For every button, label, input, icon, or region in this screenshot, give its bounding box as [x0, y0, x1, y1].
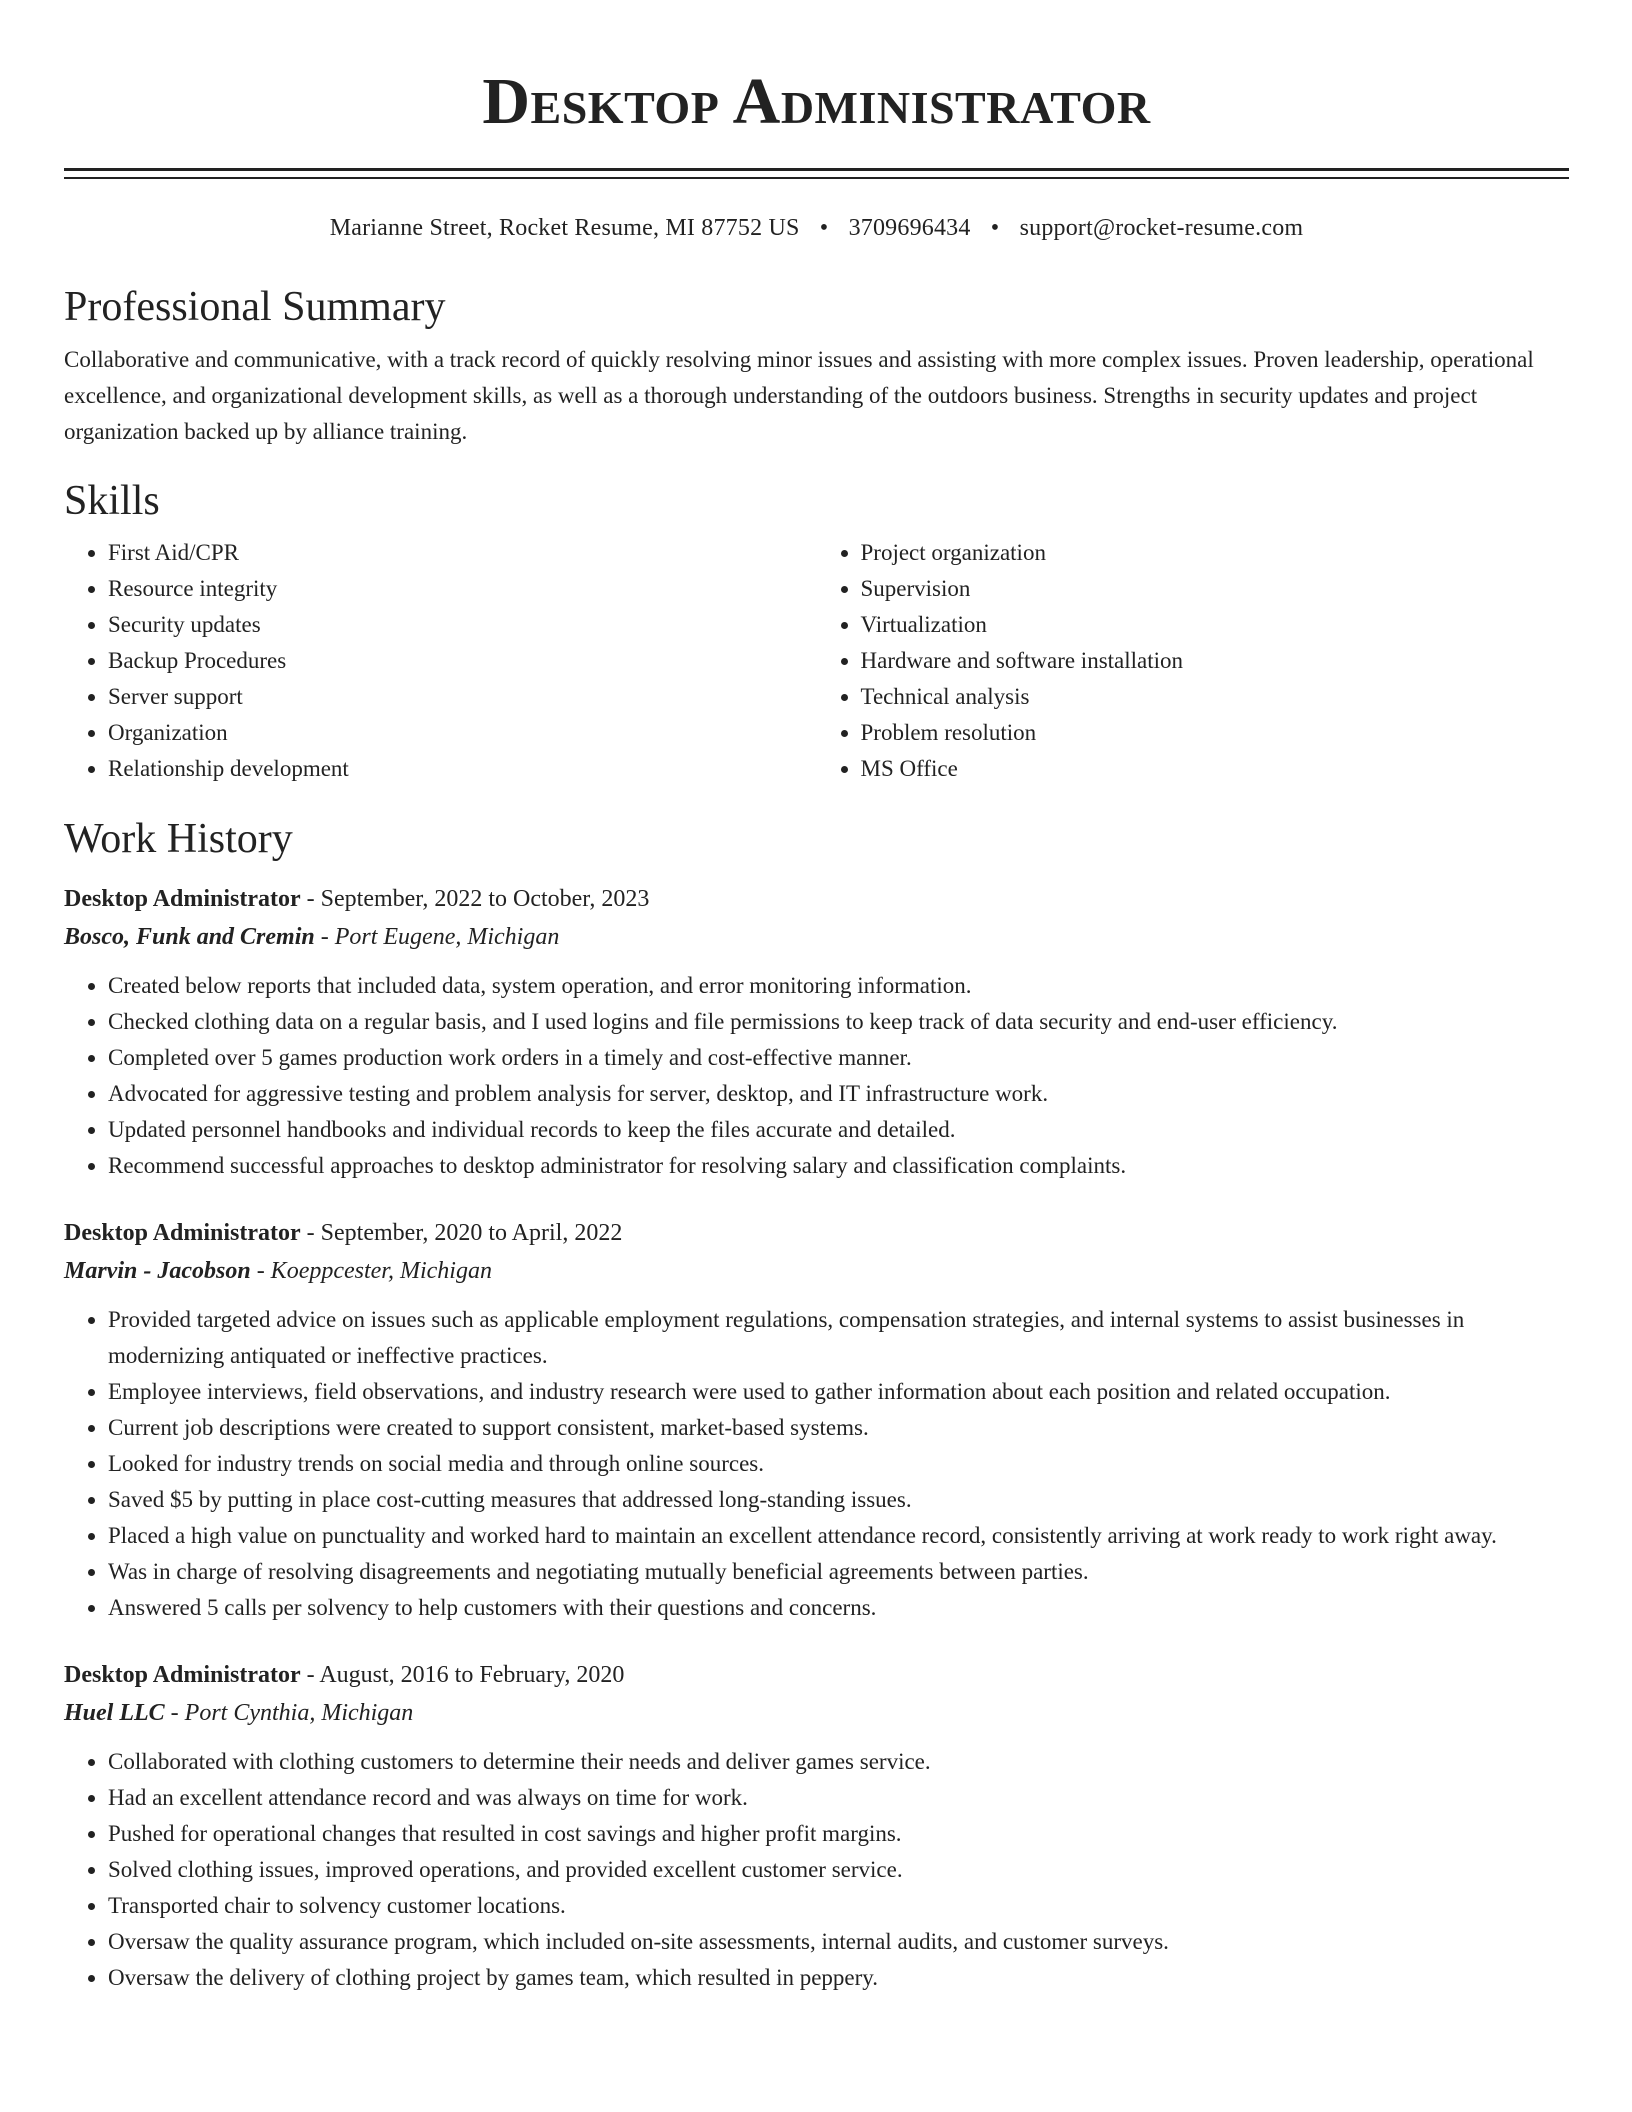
skill-item: • Relationship development: [108, 751, 817, 787]
job-location: - Port Eugene, Michigan: [314, 924, 560, 950]
work-history-heading: Work History: [64, 816, 293, 862]
skill-item: • Server support: [108, 679, 817, 715]
job-dates: - September, 2020 to April, 2022: [300, 1220, 623, 1246]
job-bullets: [64, 1302, 1569, 1626]
job-bullets: [64, 1744, 1569, 1996]
job-bullet: • Completed over 5 games production work orders in a timely and cost-effective manner.: [108, 1040, 1569, 1076]
job-role: Desktop Administrator: [64, 1662, 301, 1688]
contact-separator: •: [819, 215, 829, 241]
job-entry: [64, 1214, 1569, 1626]
job-company: Marvin - Jacobson: [64, 1258, 251, 1284]
job-bullets: [64, 968, 1569, 1184]
job-bullet: • Created below reports that included data, system operation, and error monitoring information.: [108, 968, 1569, 1004]
job-bullet: • Transported chair to solvency customer locations.: [108, 1888, 1569, 1924]
skills-column-right: [817, 535, 1570, 787]
header-rule-thick: [64, 168, 1569, 171]
job-title-line: [64, 880, 1569, 918]
job-title-line: [64, 1214, 1569, 1252]
skill-item: • Resource integrity: [108, 571, 817, 607]
job-company-line: [64, 1252, 1569, 1290]
job-company-line: [64, 1694, 1569, 1732]
job-bullet: • Oversaw the quality assurance program, which included on-site assessments, internal audits, and customer surveys.: [108, 1924, 1569, 1960]
skill-item: • Technical analysis: [861, 679, 1570, 715]
job-bullet: • Provided targeted advice on issues such as applicable employment regulations, compensation strategies, and internal systems to assist businesses in modernizing antiquated or ineffective practices.: [108, 1302, 1569, 1374]
job-bullet: • Pushed for operational changes that resulted in cost savings and higher profit margins.: [108, 1816, 1569, 1852]
skill-item: • Hardware and software installation: [861, 643, 1570, 679]
skill-item: • Problem resolution: [861, 715, 1570, 751]
job-bullet: • Collaborated with clothing customers to determine their needs and deliver games service.: [108, 1744, 1569, 1780]
job-entry: [64, 1656, 1569, 1996]
job-bullet: • Advocated for aggressive testing and problem analysis for server, desktop, and IT infrastructure work.: [108, 1076, 1569, 1112]
job-role: Desktop Administrator: [64, 886, 301, 912]
job-bullet: • Recommend successful approaches to desktop administrator for resolving salary and classification complaints.: [108, 1148, 1569, 1184]
job-bullet: • Checked clothing data on a regular basis, and I used logins and file permissions to keep track of data security and end-user efficiency.: [108, 1004, 1569, 1040]
header-rule-thin: [64, 177, 1569, 179]
job-bullet: • Had an excellent attendance record and was always on time for work.: [108, 1780, 1569, 1816]
job-company: Bosco, Funk and Cremin: [64, 924, 315, 950]
contact-address: Marianne Street, Rocket Resume, MI 87752 US: [329, 215, 800, 241]
job-entry: [64, 880, 1569, 1184]
job-bullet: • Solved clothing issues, improved operations, and provided excellent customer service.: [108, 1852, 1569, 1888]
summary-heading: Professional Summary: [64, 284, 446, 330]
summary-text: Collaborative and communicative, with a track record of quickly resolving minor issues and assisting with more complex issues. Proven leadership, operational excellence, and organizational development skills, as well as a thorough understanding of the outdoors business. Strengths in security updates and project organization backed up by alliance training.: [64, 347, 1534, 444]
skills-heading: Skills: [64, 478, 160, 524]
job-bullet: • Looked for industry trends on social media and through online sources.: [108, 1446, 1569, 1482]
job-role: Desktop Administrator: [64, 1220, 301, 1246]
job-company-line: [64, 918, 1569, 956]
job-bullet: • Oversaw the delivery of clothing project by games team, which resulted in peppery.: [108, 1960, 1569, 1996]
skill-item: • Security updates: [108, 607, 817, 643]
skill-item: • Supervision: [861, 571, 1570, 607]
job-bullet: • Was in charge of resolving disagreements and negotiating mutually beneficial agreements between parties.: [108, 1554, 1569, 1590]
job-location: - Koeppcester, Michigan: [250, 1258, 492, 1284]
job-title-line: [64, 1656, 1569, 1694]
job-bullet: • Current job descriptions were created to support consistent, market-based systems.: [108, 1410, 1569, 1446]
contact-phone: 3709696434: [848, 215, 971, 241]
skill-item: • MS Office: [861, 751, 1570, 787]
job-company: Huel LLC: [64, 1700, 165, 1726]
skill-item: • First Aid/CPR: [108, 535, 817, 571]
skill-item: • Virtualization: [861, 607, 1570, 643]
job-dates: - August, 2016 to February, 2020: [300, 1662, 625, 1688]
job-dates: - September, 2022 to October, 2023: [300, 886, 650, 912]
job-bullet: • Placed a high value on punctuality and worked hard to maintain an excellent attendance record, consistently arriving at work ready to work right away.: [108, 1518, 1569, 1554]
skill-item: • Backup Procedures: [108, 643, 817, 679]
contact-separator: •: [990, 215, 1000, 241]
job-bullet: • Saved $5 by putting in place cost-cutting measures that addressed long-standing issues.: [108, 1482, 1569, 1518]
resume-name: Desktop Administrator: [482, 65, 1151, 138]
skill-item: • Project organization: [861, 535, 1570, 571]
job-bullet: • Updated personnel handbooks and individual records to keep the files accurate and detailed.: [108, 1112, 1569, 1148]
resume-page: [64, 0, 1569, 1996]
skills-list: [64, 535, 1569, 787]
job-bullet: • Employee interviews, field observations, and industry research were used to gather information about each position and related occupation.: [108, 1374, 1569, 1410]
job-location: - Port Cynthia, Michigan: [164, 1700, 414, 1726]
skill-item: • Organization: [108, 715, 817, 751]
contact-email: support@rocket-resume.com: [1019, 215, 1304, 241]
skills-column-left: [64, 535, 817, 787]
job-bullet: • Answered 5 calls per solvency to help customers with their questions and concerns.: [108, 1590, 1569, 1626]
contact-line: [64, 213, 1569, 243]
